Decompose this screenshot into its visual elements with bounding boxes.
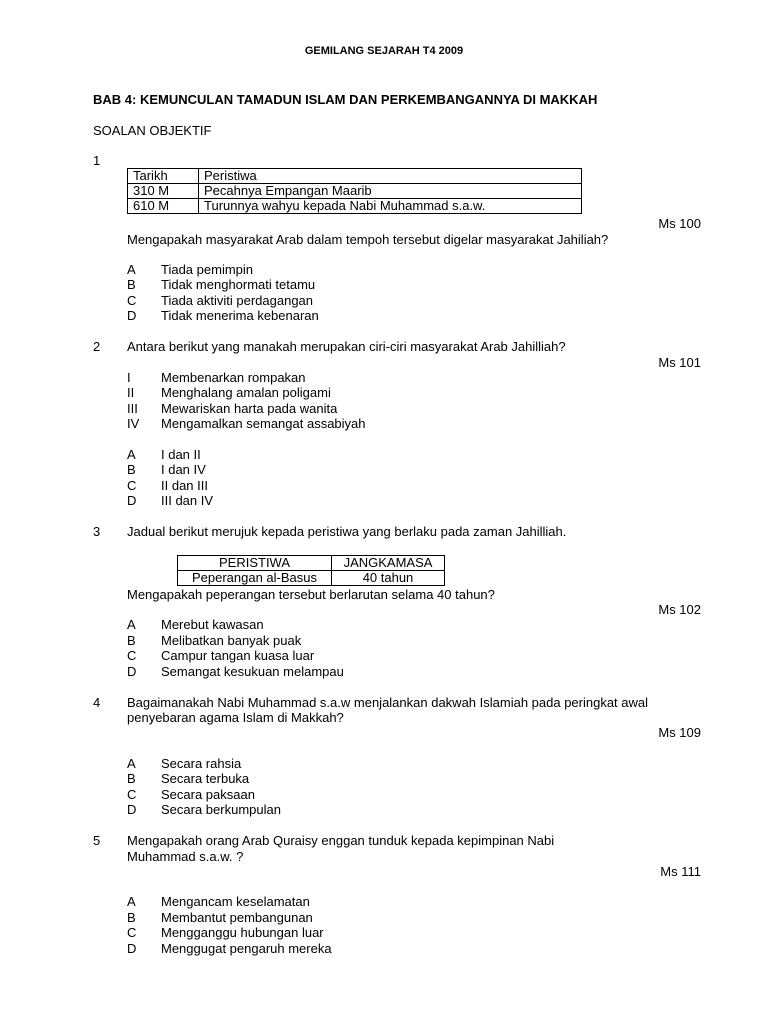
question-text: Mengapakah masyarakat Arab dalam tempoh tersebut digelar masyarakat Jahiliah? <box>127 232 609 247</box>
table-cell: 40 tahun <box>332 571 445 586</box>
option-letter: C <box>127 787 137 802</box>
table-row <box>178 571 445 586</box>
statement-text: Mengamalkan semangat assabiyah <box>161 416 366 431</box>
q3-table <box>177 555 445 586</box>
option-letter: D <box>127 308 137 323</box>
option-letter: A <box>127 262 136 277</box>
statement-roman: I <box>127 370 131 385</box>
table-header-row <box>128 169 582 184</box>
option-text: Tiada aktiviti perdagangan <box>161 293 314 308</box>
option-letter: A <box>127 756 136 771</box>
option-letter: B <box>127 910 136 925</box>
page-reference: Ms 109 <box>658 725 701 740</box>
table-cell: Peperangan al-Basus <box>178 571 332 586</box>
table-header-row <box>178 556 445 571</box>
table-row <box>128 184 582 199</box>
question-number: 4 <box>93 695 101 710</box>
option-letter: B <box>127 633 136 648</box>
question-text: Antara berikut yang manakah merupakan ciri-ciri masyarakat Arab Jahilliah? <box>127 339 566 354</box>
table-cell: Pecahnya Empangan Maarib <box>199 184 582 199</box>
option-letter: A <box>127 447 136 462</box>
option-text: Tidak menghormati tetamu <box>161 277 316 292</box>
question-intro: Jadual berikut merujuk kepada peristiwa yang berlaku pada zaman Jahilliah. <box>127 524 567 539</box>
option-text: Menggugat pengaruh mereka <box>161 941 332 956</box>
table-header-cell: Peristiwa <box>199 169 582 184</box>
option-letter: C <box>127 478 137 493</box>
option-letter: B <box>127 277 136 292</box>
option-text: Mengancam keselamatan <box>161 894 310 909</box>
statement-text: Mewariskan harta pada wanita <box>161 401 338 416</box>
option-text: Secara berkumpulan <box>161 802 281 817</box>
option-text: II dan III <box>161 478 208 493</box>
question-text: Mengapakah orang Arab Quraisy enggan tunduk kepada kepimpinan Nabi <box>127 833 555 848</box>
question-number: 3 <box>93 524 101 539</box>
page-reference: Ms 100 <box>658 216 701 231</box>
statement-roman: II <box>127 385 135 400</box>
option-letter: C <box>127 293 137 308</box>
option-text: Membantut pembangunan <box>161 910 313 925</box>
option-text: Secara terbuka <box>161 771 250 786</box>
question-number: 5 <box>93 833 101 848</box>
table-cell: Turunnya wahyu kepada Nabi Muhammad s.a.w. <box>199 199 582 214</box>
question-number: 2 <box>93 339 101 354</box>
question-text: Muhammad s.a.w. ? <box>127 849 244 864</box>
statement-roman: III <box>127 401 138 416</box>
question-text: Mengapakah peperangan tersebut berlarutan selama 40 tahun? <box>127 587 495 602</box>
table-cell: 310 M <box>128 184 199 199</box>
option-text: III dan IV <box>161 493 214 508</box>
table-cell: 610 M <box>128 199 199 214</box>
option-letter: C <box>127 648 137 663</box>
q1-table <box>127 168 582 214</box>
table-header-cell: JANGKAMASA <box>332 556 445 571</box>
option-text: Campur tangan kuasa luar <box>161 648 315 663</box>
option-text: Tidak menerima kebenaran <box>161 308 319 323</box>
option-letter: B <box>127 771 136 786</box>
section-heading: SOALAN OBJEKTIF <box>93 123 212 138</box>
option-text: Melibatkan banyak puak <box>161 633 302 648</box>
document-header: GEMILANG SEJARAH T4 2009 <box>304 45 464 57</box>
option-text: Secara paksaan <box>161 787 255 802</box>
page-reference: Ms 101 <box>658 355 701 370</box>
option-text: Semangat kesukuan melampau <box>161 664 344 679</box>
chapter-title: BAB 4: KEMUNCULAN TAMADUN ISLAM DAN PERKEMBANGANNYA DI MAKKAH <box>93 92 598 107</box>
statement-text: Membenarkan rompakan <box>161 370 306 385</box>
question-number: 1 <box>93 153 101 168</box>
table-header-cell: Tarikh <box>128 169 199 184</box>
option-letter: D <box>127 664 137 679</box>
option-text: Merebut kawasan <box>161 617 264 632</box>
option-letter: C <box>127 925 137 940</box>
page-reference: Ms 111 <box>660 864 701 879</box>
option-letter: B <box>127 462 136 477</box>
option-letter: A <box>127 617 136 632</box>
table-row <box>128 199 582 214</box>
option-text: I dan II <box>161 447 201 462</box>
option-letter: D <box>127 941 137 956</box>
statement-roman: IV <box>127 416 140 431</box>
option-text: Mengganggu hubungan luar <box>161 925 324 940</box>
option-text: I dan IV <box>161 462 206 477</box>
question-text: Bagaimanakah Nabi Muhammad s.a.w menjalankan dakwah Islamiah pada peringkat awal <box>127 695 649 710</box>
option-letter: D <box>127 493 137 508</box>
page-reference: Ms 102 <box>658 602 701 617</box>
question-text: penyebaran agama Islam di Makkah? <box>127 710 344 725</box>
option-letter: D <box>127 802 137 817</box>
option-letter: A <box>127 894 136 909</box>
option-text: Secara rahsia <box>161 756 242 771</box>
option-text: Tiada pemimpin <box>161 262 254 277</box>
table-header-cell: PERISTIWA <box>178 556 332 571</box>
statement-text: Menghalang amalan poligami <box>161 385 331 400</box>
